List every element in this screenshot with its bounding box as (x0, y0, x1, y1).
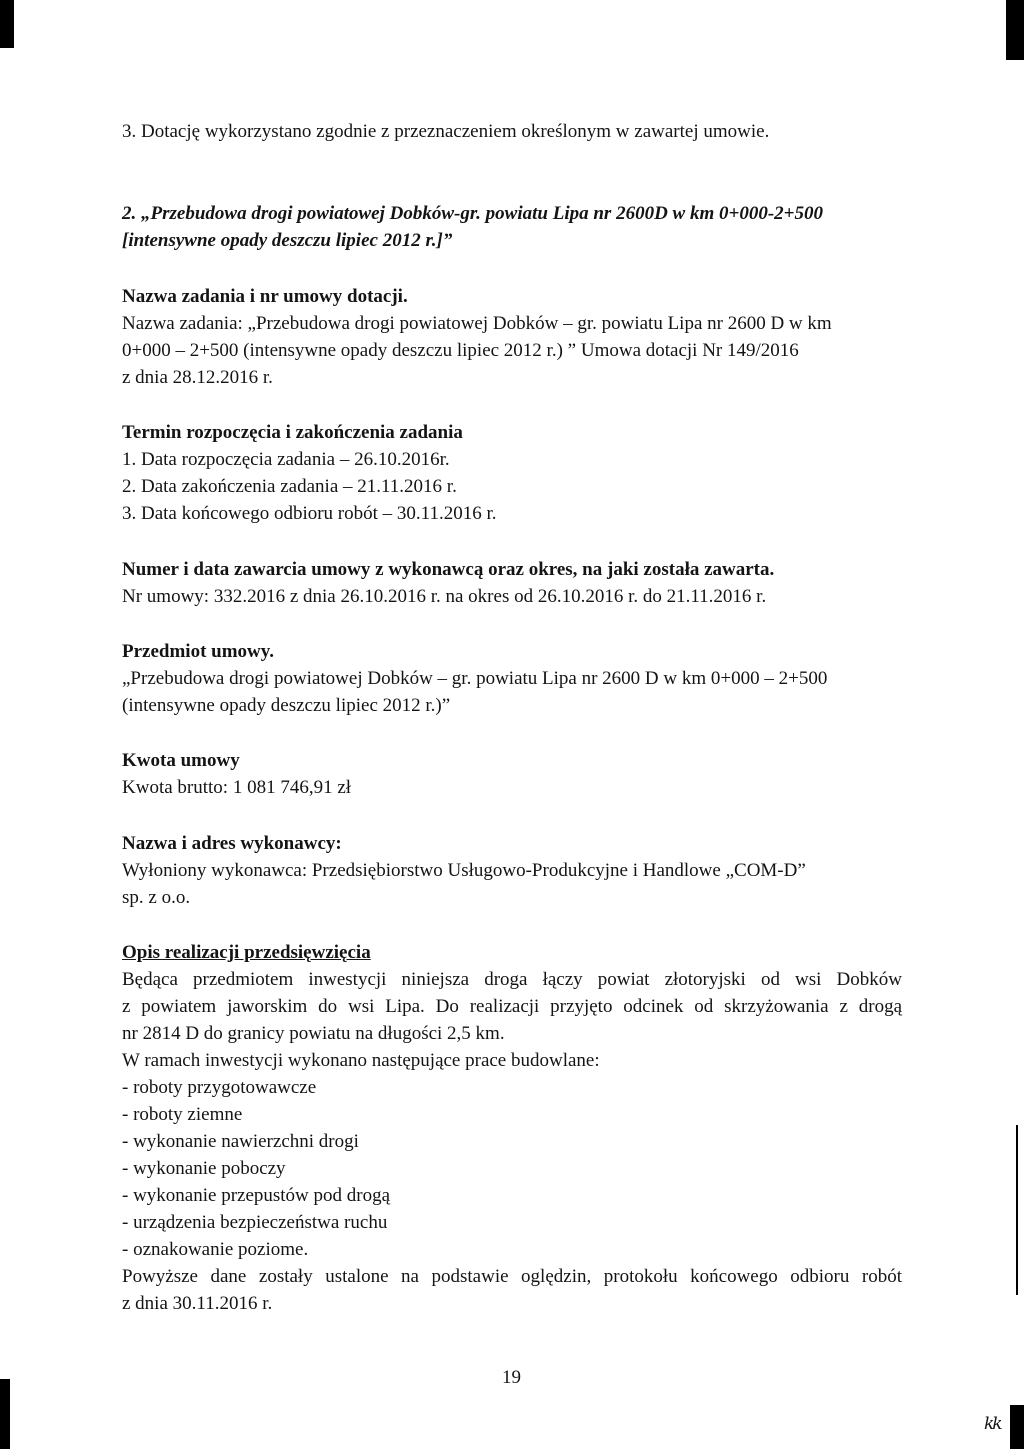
task-name-line-3: z dnia 28.12.2016 r. (122, 367, 273, 388)
margin-mark-line (1016, 1125, 1018, 1295)
subject-section-heading: Przedmiot umowy. (122, 641, 274, 662)
works-item: - wykonanie poboczy (122, 1158, 286, 1179)
task-title-line-1: 2. „Przebudowa drogi powiatowej Dobków-gr. powiatu Lipa nr 2600D w km 0+000-2+500 (122, 203, 823, 224)
contractor-section-heading: Nazwa i adres wykonawcy: (122, 833, 342, 854)
works-item: - wykonanie nawierzchni drogi (122, 1131, 359, 1152)
task-name-line-1: Nazwa zadania: „Przebudowa drogi powiatowej Dobków – gr. powiatu Lipa nr 2600 D w km (122, 313, 832, 334)
grant-usage-statement: 3. Dotację wykorzystano zgodnie z przeznaczeniem określonym w zawartej umowie. (122, 121, 770, 142)
final-acceptance-date-item: 3. Data końcowego odbioru robót – 30.11.2016 r. (122, 503, 497, 524)
closing-line-1: Powyższe dane zostały ustalone na podstawie oględzin, protokołu końcowego odbioru robót (122, 1266, 902, 1287)
works-item: - oznakowanie poziome. (122, 1239, 309, 1260)
page-number: 19 (502, 1367, 521, 1388)
term-section-heading: Termin rozpoczęcia i zakończenia zadania (122, 422, 463, 443)
contractor-line-2: sp. z o.o. (122, 887, 191, 908)
closing-line-2: z dnia 30.11.2016 r. (122, 1293, 273, 1314)
description-line-1: Będąca przedmiotem inwestycji niniejsza droga łączy powiat złotoryjski od wsi Dobków (122, 969, 902, 990)
end-date-item: 2. Data zakończenia zadania – 21.11.2016 r. (122, 476, 457, 497)
subject-line-1: „Przebudowa drogi powiatowej Dobków – gr. powiatu Lipa nr 2600 D w km 0+000 – 2+500 (122, 668, 828, 689)
scan-edge-top-left (0, 0, 14, 48)
scan-edge-top-right (1006, 0, 1024, 60)
scan-edge-bottom-left (0, 1379, 10, 1449)
works-item: - roboty przygotowawcze (122, 1077, 317, 1098)
description-line-3: nr 2814 D do granicy powiatu na długości 2,5 km. (122, 1023, 505, 1044)
works-item: - urządzenia bezpieczeństwa ruchu (122, 1212, 388, 1233)
contract-section-heading: Numer i data zawarcia umowy z wykonawcą oraz okres, na jaki została zawarta. (122, 559, 775, 580)
handwritten-initials: kk (984, 1414, 1001, 1434)
task-title-line-2: [intensywne opady deszczu lipiec 2012 r.]” (122, 230, 453, 251)
works-item: - wykonanie przepustów pod drogą (122, 1185, 391, 1206)
description-section-heading: Opis realizacji przedsięwzięcia (122, 942, 371, 963)
works-intro: W ramach inwestycji wykonano następujące prace budowlane: (122, 1050, 600, 1071)
amount-section-heading: Kwota umowy (122, 750, 240, 771)
scan-edge-bottom-right (1010, 1405, 1024, 1449)
start-date-item: 1. Data rozpoczęcia zadania – 26.10.2016r. (122, 449, 450, 470)
works-item: - roboty ziemne (122, 1104, 243, 1125)
description-line-2: z powiatem jaworskim do wsi Lipa. Do realizacji przyjęto odcinek od skrzyżowania z drogą (122, 996, 902, 1017)
task-name-line-2: 0+000 – 2+500 (intensywne opady deszczu lipiec 2012 r.) ” Umowa dotacji Nr 149/2016 (122, 340, 799, 361)
contractor-line-1: Wyłoniony wykonawca: Przedsiębiorstwo Usługowo-Produkcyjne i Handlowe „COM-D” (122, 860, 806, 881)
contract-number-line: Nr umowy: 332.2016 z dnia 26.10.2016 r. na okres od 26.10.2016 r. do 21.11.2016 r. (122, 586, 767, 607)
subject-line-2: (intensywne opady deszczu lipiec 2012 r.)” (122, 695, 451, 716)
gross-amount-line: Kwota brutto: 1 081 746,91 zł (122, 777, 352, 798)
name-section-heading: Nazwa zadania i nr umowy dotacji. (122, 286, 408, 307)
